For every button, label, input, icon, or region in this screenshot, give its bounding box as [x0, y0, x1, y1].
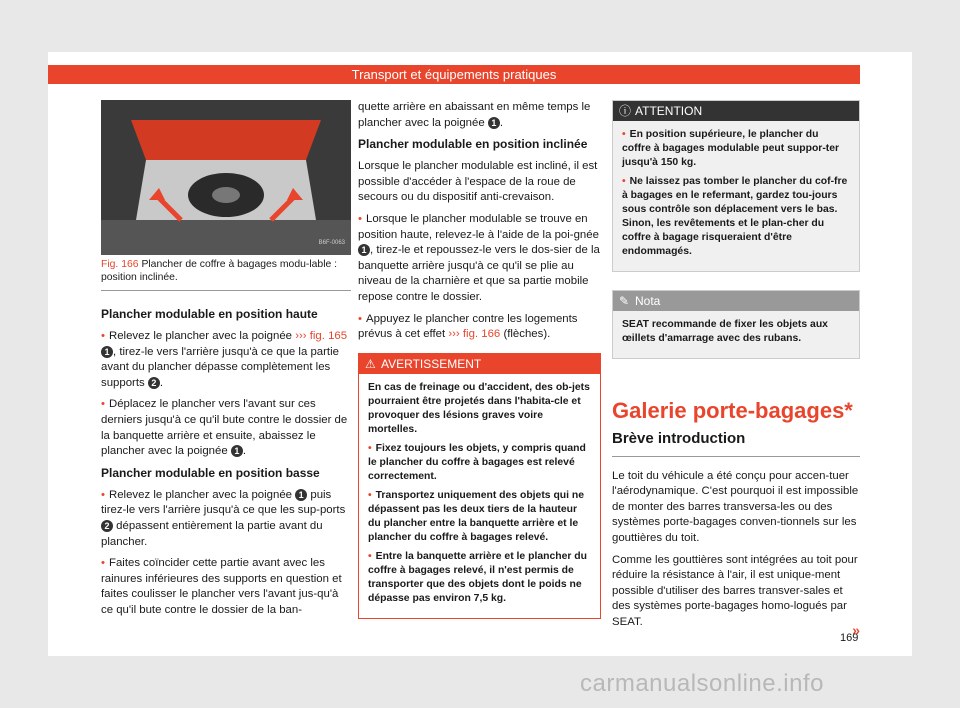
paragraph: Le toit du véhicule a été conçu pour accen-tuer l'aérodynamique. C'est pourquoi il est impossible de monter des barres transversa-les ou des systèmes porte-bagages conven-tionnels sur les gouttières du toit. [612, 469, 859, 544]
heading-low-position: Plancher modulable en position basse [101, 465, 320, 480]
list-item: • Lorsque le plancher modulable se trouve en position haute, relevez-le à l'aide de la poi-gnée 1 , tirez-le et repoussez-le vers le dos-sier de la banquette arrière jusqu'à ce qu'il se plie au niveau de la charnière et que sa partie mobile repose contre le dossier. [358, 212, 601, 306]
watermark: carmanualsonline.info [580, 670, 824, 697]
list-item: • Appuyez le plancher contre les logements prévus à cet effet ››› fig. 166 (flèches). [358, 312, 601, 343]
warning-body: En cas de freinage ou d'accident, des ob-jets pourraient être projetés dans l'habita-cle et provoquer des lésions graves voire mortelles. • Fixez toujours les objets, y compris quand le plancher du coffre à bagages est relevé correctement. • Transportez uniquement des objets qui ne dépassent pas les deux tiers de la hauteur du plancher entre la banquette arrière et le plancher du coffre à bagages relevé. • Entre la banquette arrière et le plancher du coffre à bagages relevé, il n'est permis de transporter que des objets dont le poids ne dépasse pas environ 7,5 kg. [359, 374, 600, 618]
column-middle [358, 100, 601, 619]
column-left [101, 100, 351, 625]
attention-body: • En position supérieure, le plancher du coffre à bagages modulable peut suppor-ter jusqu'à 150 kg. • Ne laissez pas tomber le plancher du cof-fre à bagages en le refermant, gardez tou-jours sous contrôle son déplacement vers le bas. Sinon, les revêtements et le plan-cher du coffre à bagage risqueraient d'être endommagés. [613, 121, 859, 271]
figure-label: Fig. 166 [101, 259, 139, 270]
heading-inclined-position: Plancher modulable en position inclinée [358, 137, 588, 152]
page-number: 169 [840, 632, 859, 644]
running-header: Transport et équipements pratiques [48, 65, 860, 84]
callout-2: 2 [101, 520, 113, 532]
attention-header: ⓘ ATTENTION [613, 101, 859, 121]
trunk-floor-photo [101, 100, 351, 255]
continued-marker: » [852, 621, 860, 638]
heading-high-position: Plancher modulable en position haute [101, 307, 318, 321]
list-item: • Faites coïncider cette partie avant avec les rainures inférieures des supports en question et faites coulisser le plancher vers l'avant jus-qu'à ce qu'il bute contre le dossier de la ban- [101, 556, 351, 618]
callout-1: 1 [358, 244, 370, 256]
callout-1: 1 [488, 117, 500, 129]
section-title: Galerie porte-bagages* [612, 398, 853, 423]
info-circle-icon: ⓘ [619, 104, 632, 118]
fig-link[interactable]: ››› fig. 165 [295, 330, 348, 342]
attention-box [612, 100, 860, 272]
list-item: • Relevez le plancher avec la poignée ››› fig. 165 1 , tirez-le vers l'arrière jusqu'à ce que la partie avant du plancher dépasse complètement les supports 2 . [101, 329, 351, 391]
subsection-title: Brève introduction [612, 431, 860, 457]
note-body: SEAT recommande de fixer les objets aux œillets d'amarrage avec des rubans. [613, 311, 859, 358]
fig-link[interactable]: ››› fig. 166 [448, 328, 501, 341]
paragraph: Comme les gouttières sont intégrées au toit pour réduire la résistance à l'air, il est unique-ment possible d'utiliser des barres transver-sales et des systèmes porte-bagages homo-logués par SEAT. [612, 553, 858, 628]
warning-triangle-icon: ⚠ [365, 356, 376, 371]
callout-1: 1 [101, 346, 113, 358]
warning-box [358, 353, 601, 619]
list-item: • Déplacez le plancher vers l'avant sur ces derniers jusqu'à ce qu'il bute contre le dossier de la banquette arrière et ensuite, abaissez le plancher avec la poignée 1 . [101, 397, 351, 459]
paragraph: quette arrière en abaissant en même temps le plancher avec la poignée 1 . [358, 101, 591, 129]
callout-1: 1 [295, 489, 307, 501]
note-box [612, 290, 860, 359]
paragraph: Lorsque le plancher modulable est incliné, il est possible d'accéder à l'espace de la roue de secours ou du dispositif anti-crevaison. [358, 160, 598, 204]
callout-1: 1 [231, 445, 243, 457]
figure-caption-text: Plancher de coffre à bagages modu-lable : position inclinée. [101, 259, 338, 283]
figure-code: B6F-0063 [318, 240, 345, 247]
note-icon: ✎ [619, 294, 630, 308]
note-header: ✎ Nota [613, 291, 859, 311]
figure-caption [101, 255, 351, 291]
callout-2: 2 [148, 377, 160, 389]
list-item: • Relevez le plancher avec la poignée 1 puis tirez-le vers l'arrière jusqu'à ce que les sup-ports 2 dépassent entièrement la partie avant du plancher. [101, 488, 351, 550]
warning-header: ⚠ AVERTISSEMENT [359, 354, 600, 374]
column-right [612, 100, 860, 637]
